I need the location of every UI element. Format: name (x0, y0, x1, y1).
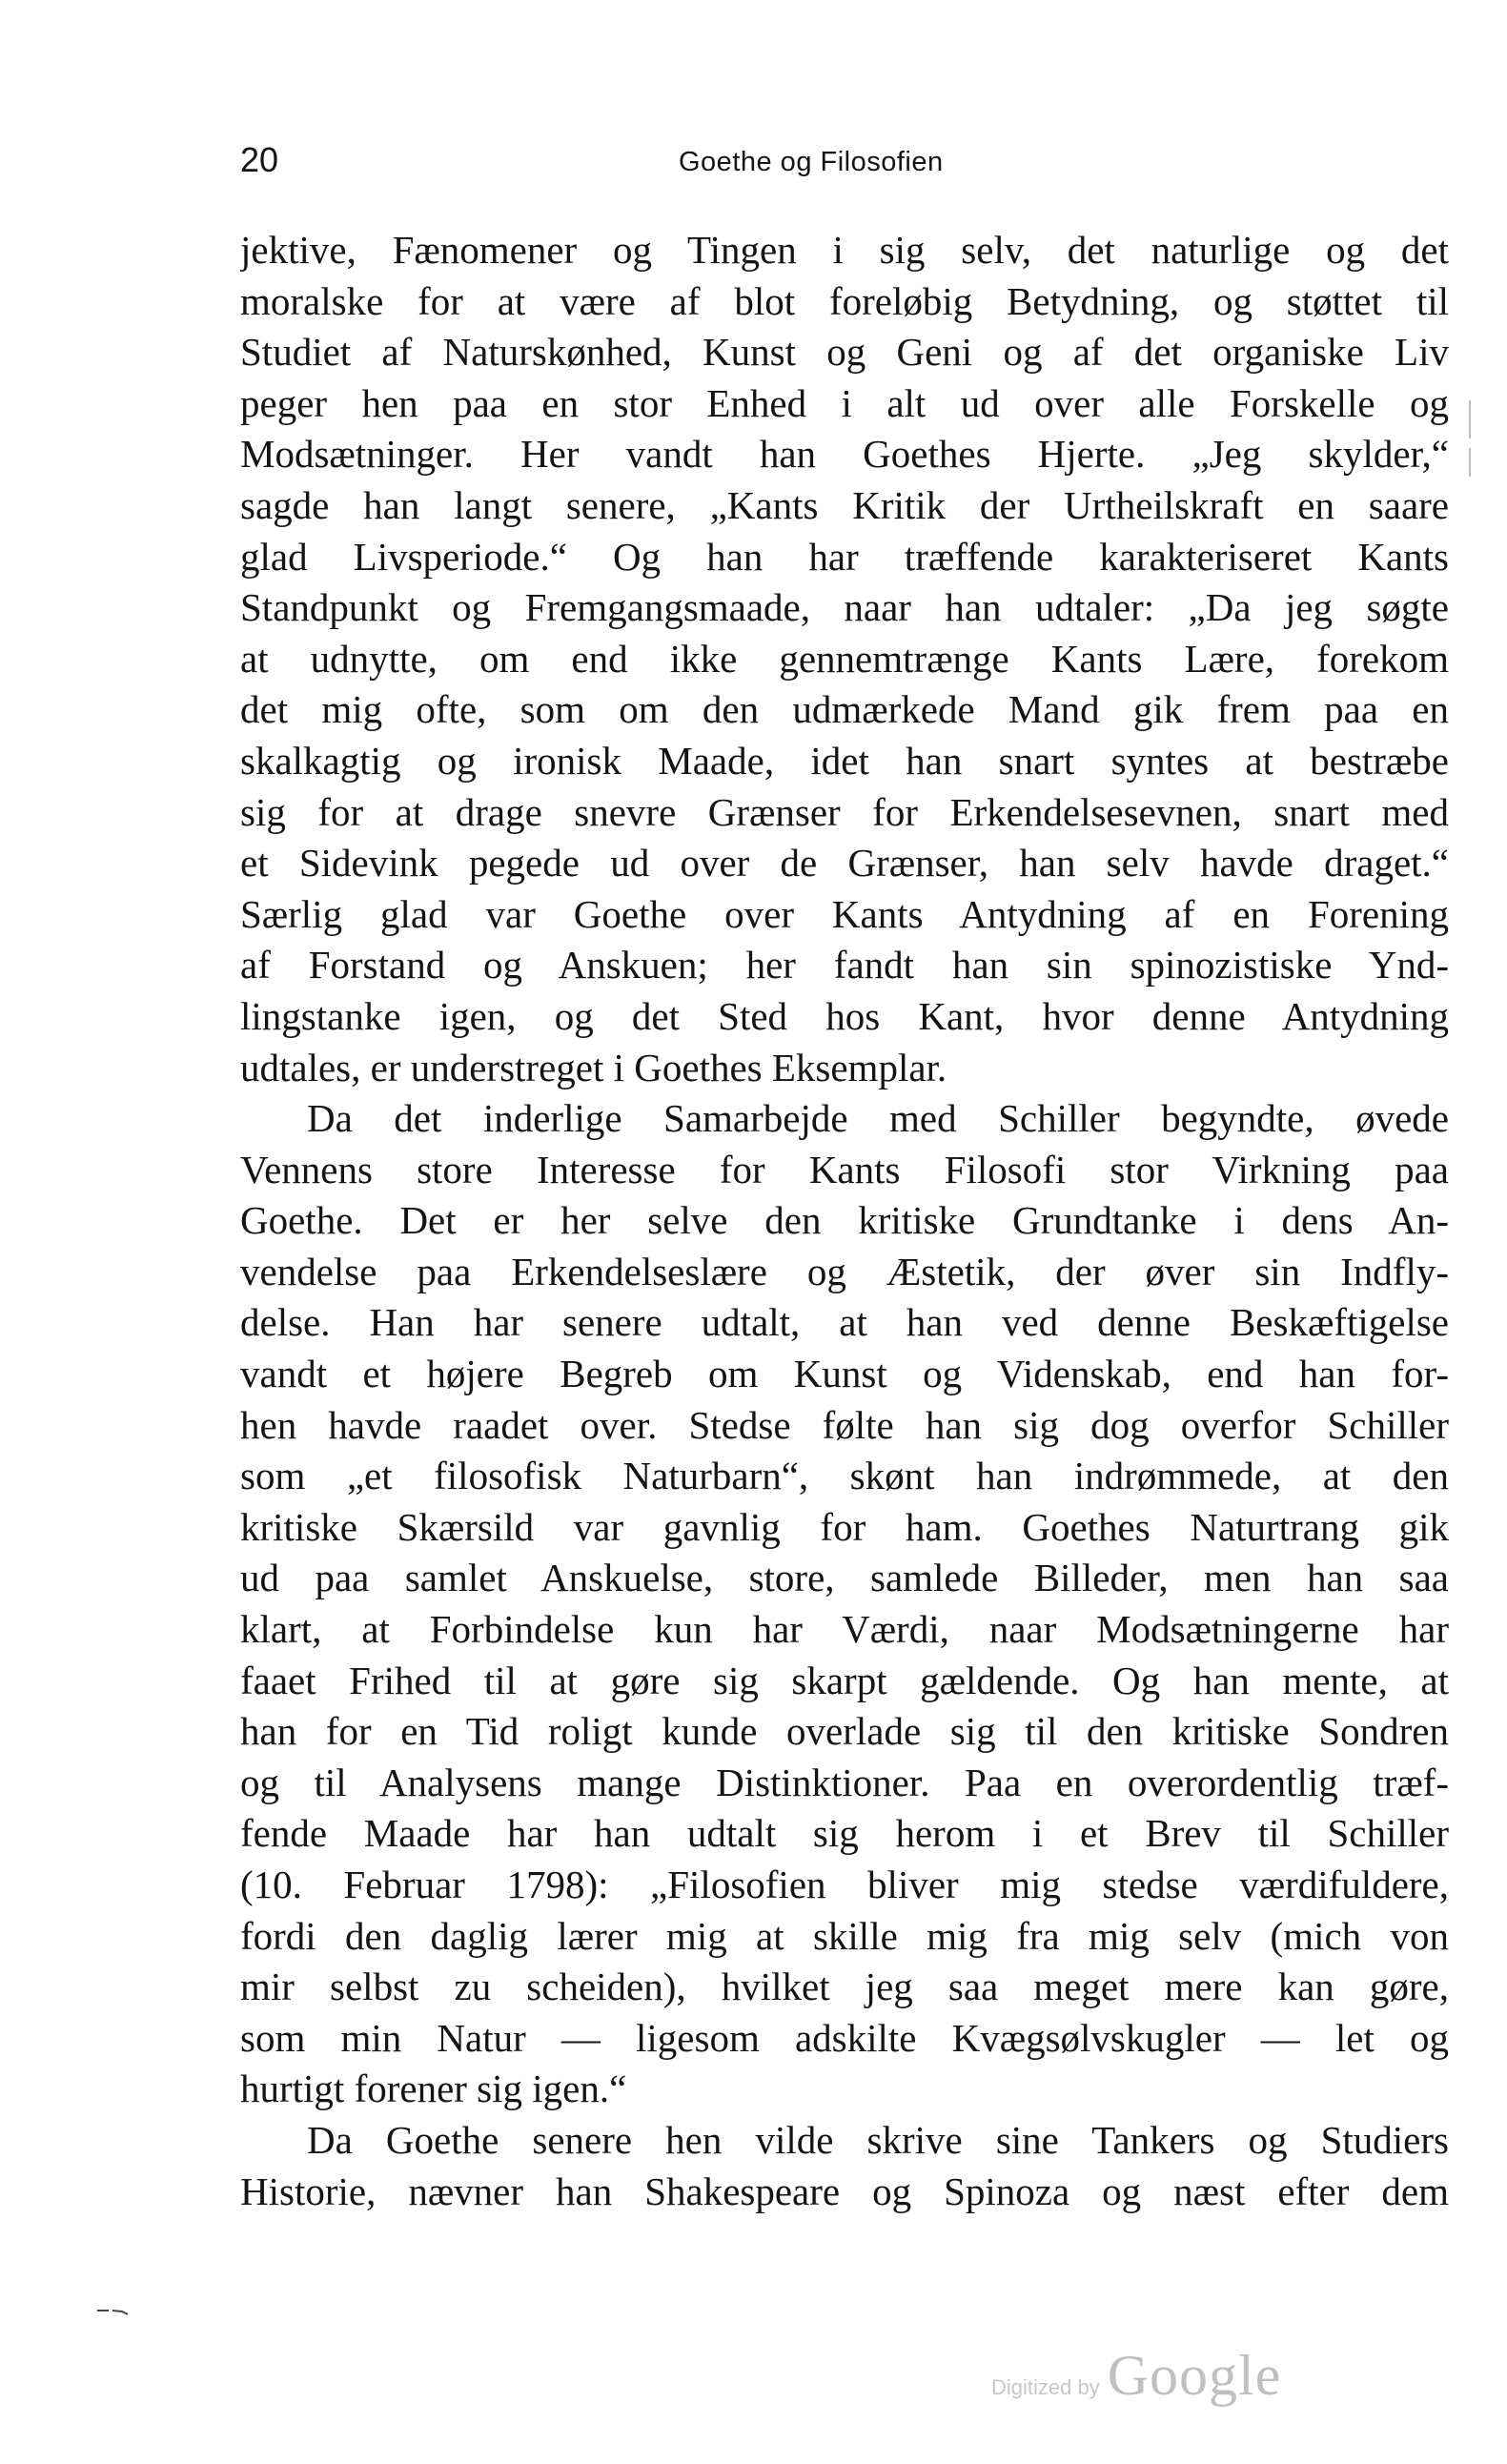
text-line: udtales, er understreget i Goethes Eksemplar. (240, 1045, 947, 1089)
text-line: Særlig glad var Goethe over Kants Antydning af en Forening (240, 891, 1449, 936)
text-line: klart, at Forbindelse kun har Værdi, naar Modsætningerne har (240, 1607, 1449, 1652)
scan-mark-icon (95, 2307, 133, 2316)
text-line: Da Goethe senere hen vilde skrive sine Tankers og Studiers (307, 2117, 1449, 2162)
text-line: peger hen paa en stor Enhed i alt ud over alle Forskelle og (240, 380, 1449, 425)
text-line: og til Analysens mange Distinktioner. Paa en overordentlig træf- (240, 1760, 1449, 1804)
text-line: delse. Han har senere udtalt, at han ved denne Beskæftigelse (240, 1300, 1449, 1345)
scan-edge-mark (1469, 400, 1471, 438)
text-line: af Forstand og Anskuen; her fandt han sin spinozistiske Ynd- (240, 943, 1449, 988)
text-line: skalkagtig og ironisk Maade, idet han snart syntes at bestræbe (240, 738, 1449, 783)
text-line: han for en Tid roligt kunde overlade sig til den kritiske Sondren (240, 1709, 1449, 1754)
text-line: lingstanke igen, og det Sted hos Kant, hvor denne Antydning (240, 993, 1449, 1038)
text-line: et Sidevink pegede ud over de Grænser, han selv havde draget.“ (240, 841, 1449, 886)
text-line: sagde han langt senere, „Kants Kritik der Urtheilskraft en saare (240, 482, 1449, 527)
text-line: Da det inderlige Samarbejde med Schiller begyndte, øvede (307, 1096, 1449, 1141)
text-line: Vennens store Interesse for Kants Filosofi stor Virkning paa (240, 1147, 1449, 1191)
digitized-watermark (991, 2343, 1281, 2410)
text-line: at udnytte, om end ikke gennemtrænge Kants Lære, forekom (240, 636, 1449, 681)
text-line: fende Maade har han udtalt sig herom i et Brev til Schiller (240, 1811, 1449, 1856)
google-logo: Google (1107, 2344, 1282, 2407)
text-line: som „et filosofisk Naturbarn“, skønt han indrømmede, at den (240, 1454, 1449, 1498)
page-number: 20 (240, 140, 279, 179)
text-line: kritiske Skærsild var gavnlig for ham. Goethes Naturtrang gik (240, 1504, 1449, 1549)
text-line: mir selbst zu scheiden), hvilket jeg saa meget mere kan gøre, (240, 1965, 1449, 2009)
text-line: Goethe. Det er her selve den kritiske Grundtanke i dens An- (240, 1198, 1449, 1243)
text-line: som min Natur — ligesom adskilte Kvægsølvskugler — let og (240, 2015, 1449, 2060)
text-line: hen havde raadet over. Stedse følte han sig dog overfor Schiller (240, 1402, 1449, 1447)
text-line: Modsætninger. Her vandt han Goethes Hjerte. „Jeg skylder,“ (240, 432, 1449, 477)
text-line: vandt et højere Begreb om Kunst og Videnskab, end han for- (240, 1352, 1449, 1396)
paragraph-1 (240, 225, 1449, 1093)
text-line: Standpunkt og Fremgangsmaade, naar han udtaler: „Da jeg søgte (240, 585, 1449, 630)
text-line: sig for at drage snevre Grænser for Erkendelsesevnen, snart med (240, 789, 1449, 834)
watermark-prefix: Digitized by (991, 2375, 1100, 2399)
text-line: Historie, nævner han Shakespeare og Spinoza og næst efter dem (240, 2169, 1449, 2213)
paragraph-3 (240, 2115, 1449, 2217)
text-line: det mig ofte, som om den udmærkede Mand gik frem paa en (240, 687, 1449, 732)
text-line: vendelse paa Erkendelseslære og Æstetik, der øver sin Indfly- (240, 1249, 1449, 1293)
body-text (240, 225, 1449, 2217)
text-line: moralske for at være af blot foreløbig Betydning, og støttet til (240, 278, 1449, 323)
text-line: jektive, Fænomener og Tingen i sig selv, det naturlige og det (240, 228, 1449, 272)
text-line: hurtigt forener sig igen.“ (240, 2067, 627, 2111)
text-line: (10. Februar 1798): „Filosofien bliver mig stedse værdifuldere, (240, 1863, 1449, 1906)
text-line: ud paa samlet Anskuelse, store, samlede Billeder, men han saa (240, 1556, 1449, 1600)
scan-edge-mark (1469, 448, 1471, 477)
text-line: glad Livsperiode.“ Og han har træffende karakteriseret Kants (240, 534, 1449, 579)
running-head: Goethe og Filosofien (679, 147, 944, 177)
paragraph-2 (240, 1093, 1449, 2115)
page-header (240, 133, 1451, 187)
text-line: fordi den daglig lærer mig at skille mig fra mig selv (mich von (240, 1913, 1449, 1958)
text-line: faaet Frihed til at gøre sig skarpt gældende. Og han mente, at (240, 1658, 1449, 1702)
text-line: Studiet af Naturskønhed, Kunst og Geni og af det organiske Liv (240, 330, 1449, 375)
